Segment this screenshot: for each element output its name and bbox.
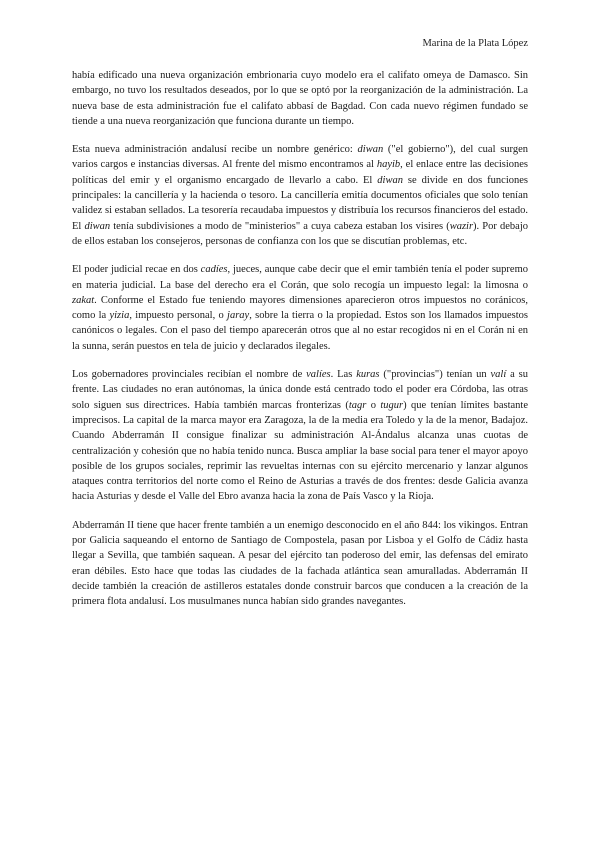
- italic-term: kuras: [356, 369, 380, 381]
- italic-term: yizia: [109, 310, 130, 322]
- text-run: se divide en dos funciones principales: la cancillería y la hacienda o tesoro. La cancillería emitía documentos oficiales que solo tenían validez si estaban sellados. La tesorería recaudaba impuestos y distribuía los recursos financieros del estado. El: [72, 174, 528, 232]
- text-run: Los gobernadores provinciales recibían el nombre de: [72, 369, 307, 381]
- document-body: [72, 68, 528, 623]
- text-run: había edificado una nueva organización embrionaria cuyo modelo era el califato omeya de Damasco. Sin embargo, no tuvo los resultados deseados, por lo que se optó por la reorganización de la administración. La nueva base de esta administración fue el califato abbasí de Bagdad. Con cada nuevo régimen fundado se tiende a una nueva reorganización que funciona durante un tiempo.: [72, 70, 528, 127]
- text-run: , impuesto personal, o: [129, 310, 228, 322]
- text-run: , el enlace entre las decisiones políticas del emir y el organismo encargado de llevarlo a cabo. El: [72, 159, 528, 186]
- text-run: tenía subdivisiones a modo de "ministerios" a cuya cabeza estaban los visires (: [110, 220, 450, 232]
- italic-term: tagr: [348, 399, 367, 411]
- italic-term: zakat: [72, 294, 95, 306]
- text-run: Esta nueva administración andalusí recibe un nombre genérico:: [72, 144, 358, 156]
- text-run: Abderramán II tiene que hacer frente también a un enemigo desconocido en el año 844: los vikingos. Entran por Galicia saqueando el entorno de Santiago de Compostela, pasan por Lisboa y el Golfo de Cádiz hasta llegar a Sevilla, que también saquean. A pesar del ejército tan poderoso del emir, las defensas del emirato eran débiles. Esto hace que todas las ciudades de la fachada atlántica sean amuralladas. Abderramán II decide también la creación de astilleros estatales donde construir barcos que conducen a la creación de la primera flota andalusí. Los musulmanes nunca habían sido grandes navegantes.: [72, 519, 528, 608]
- text-run: a su frente. Las ciudades no eran autónomas, la única donde está centrado todo el poder era Córdoba, las otras solo siguen sus directrices. Había también marcas fronterizas (: [72, 369, 528, 411]
- text-run: . Las: [330, 369, 357, 381]
- italic-term: diwan: [357, 144, 384, 156]
- page-header-author: Marina de la Plata López: [422, 38, 528, 49]
- paragraph: [72, 262, 528, 354]
- paragraph: [72, 142, 528, 249]
- text-run: El poder judicial recae en dos: [72, 264, 201, 276]
- italic-term: valíes: [306, 369, 331, 381]
- italic-term: jaray: [227, 310, 250, 322]
- text-run: ("el gobierno"), del cual surgen varios cargos e instancias diversas. Al frente del mismo encontramos al: [72, 144, 528, 171]
- italic-term: hayib: [376, 159, 401, 171]
- paragraph: [72, 68, 528, 129]
- text-run: ("provincias") tenían un: [379, 369, 491, 381]
- text-run: o: [366, 399, 381, 411]
- italic-term: wazir: [449, 220, 474, 232]
- italic-term: diwan: [84, 220, 111, 232]
- paragraph: [72, 518, 528, 610]
- text-run: , jueces, aunque cabe decir que el emir también tenía el poder supremo en materia judicial. La base del derecho era el Corán, que solo recogía un impuesto legal: la limosna o: [72, 264, 528, 291]
- italic-term: diwan: [377, 174, 403, 186]
- text-run: ). Por debajo de ellos estaban los consejeros, personas de confianza con los que se discutían problemas, etc.: [72, 220, 528, 247]
- italic-term: tugur: [380, 399, 404, 411]
- paragraph: [72, 367, 528, 505]
- text-run: , sobre la tierra o la propiedad. Estos son los llamados impuestos canónicos o legales. Con el paso del tiempo aparecerán otros que al no estar recogidos ni en el Corán ni en la sunna, serán puestos en tela de juicio y declarados ilegales.: [72, 310, 528, 352]
- italic-term: cadíes: [200, 264, 228, 276]
- italic-term: valí: [490, 369, 507, 381]
- text-run: . Conforme el Estado fue teniendo mayores dimensiones aparecieron otros impuestos no coránicos, como la: [72, 294, 528, 322]
- text-run: ) que tenían límites bastante imprecisos. La capital de la marca mayor era Zaragoza, la de la media era Toledo y la de la menor, Badajoz. Cuando Abderramán II consigue finalizar su administración Al-Ándalus alcanza unas cuotas de centralización y cohesión que no había tenido nunca. Busca ampliar la base social para tener el mayor apoyo posible de los grupos sociales, reprimir las revueltas internas con su ejército mercenario y lanzar algunos ataques contra territorios del norte como el Reino de Asturias a través de dos frentes: desde Galicia avanza hacia Asturias y desde el Valle del Ebro avanza hacia la zona de País Vasco y la Rioja.: [72, 399, 528, 503]
